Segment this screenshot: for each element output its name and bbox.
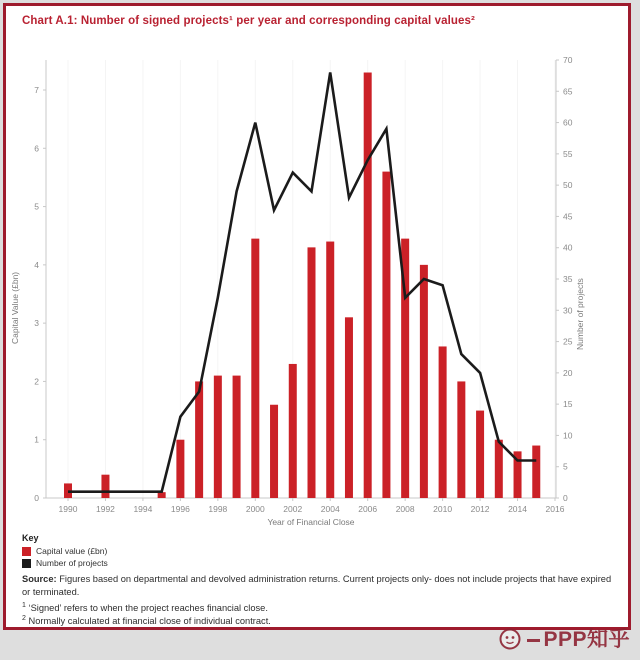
- svg-text:25: 25: [563, 336, 573, 347]
- svg-text:1998: 1998: [208, 504, 228, 514]
- svg-text:2006: 2006: [358, 504, 378, 514]
- right-axis-ticks: [556, 55, 573, 503]
- capital-value-bar: [420, 265, 428, 498]
- svg-text:2016: 2016: [545, 504, 565, 514]
- capital-value-bar: [382, 172, 390, 498]
- capital-value-bar: [326, 242, 334, 498]
- footnote-2-marker: 2: [22, 615, 26, 623]
- capital-value-bar: [364, 73, 372, 498]
- capital-value-swatch: [22, 547, 31, 556]
- svg-text:0: 0: [34, 493, 39, 503]
- capital-value-bar: [495, 440, 503, 498]
- svg-text:2000: 2000: [245, 504, 265, 514]
- svg-text:6: 6: [34, 143, 39, 154]
- capital-value-bar: [158, 492, 166, 498]
- svg-text:2004: 2004: [320, 504, 340, 514]
- svg-text:2014: 2014: [508, 504, 527, 514]
- capital-value-bar: [345, 317, 353, 498]
- capital-value-bar: [214, 376, 222, 498]
- source-label: Source:: [22, 574, 57, 584]
- capital-value-bar: [176, 440, 184, 498]
- left-axis-ticks: [34, 85, 46, 503]
- capital-value-bar: [532, 446, 540, 498]
- svg-text:2002: 2002: [283, 504, 303, 514]
- source-note: [22, 573, 616, 600]
- footnote-1: [22, 602, 616, 613]
- svg-text:1992: 1992: [96, 504, 115, 514]
- x-axis-label: Year of Financial Close: [267, 517, 355, 527]
- svg-text:10: 10: [563, 430, 573, 441]
- y-axis-label-left: Capital Value (£bn): [10, 271, 20, 344]
- svg-text:65: 65: [563, 86, 573, 97]
- capital-value-bar: [308, 247, 316, 498]
- svg-text:35: 35: [563, 274, 573, 284]
- x-axis-ticks: [59, 498, 565, 514]
- chart-card: [3, 3, 631, 630]
- capital-value-bar: [476, 411, 484, 498]
- svg-text:5: 5: [34, 201, 39, 212]
- chart-plot: [6, 46, 622, 530]
- watermark-logo-icon: [497, 625, 523, 651]
- svg-text:1996: 1996: [170, 504, 190, 514]
- capital-value-bar: [101, 475, 109, 498]
- legend-label: Capital value (£bn): [36, 546, 108, 556]
- svg-text:45: 45: [563, 211, 573, 222]
- notes-block: [22, 533, 616, 626]
- capital-value-bar: [251, 239, 259, 498]
- legend-heading: Key: [22, 533, 39, 543]
- capital-value-bar: [289, 364, 297, 498]
- svg-text:70: 70: [563, 55, 573, 65]
- svg-text:2012: 2012: [470, 504, 490, 514]
- footnote-1-marker: 1: [22, 601, 26, 609]
- svg-text:30: 30: [563, 305, 573, 316]
- number-of-projects-swatch: [22, 559, 31, 568]
- y-axis-label-right: Number of projects: [575, 278, 585, 350]
- source-text: Figures based on departmental and devolved administration returns. Current projects only- does not include projects that have expired or terminated.: [22, 574, 612, 598]
- watermark: [497, 621, 630, 655]
- svg-text:0: 0: [563, 493, 568, 503]
- capital-value-bar: [195, 381, 203, 498]
- svg-text:1994: 1994: [133, 504, 153, 514]
- svg-text:4: 4: [34, 259, 39, 270]
- watermark-dash: [527, 639, 540, 642]
- svg-text:20: 20: [563, 367, 573, 378]
- capital-value-bars: [64, 73, 540, 498]
- legend-label: Number of projects: [36, 558, 108, 568]
- svg-text:15: 15: [563, 399, 573, 410]
- svg-text:7: 7: [34, 85, 39, 95]
- legend-item-capital-value: [22, 545, 616, 557]
- watermark-text: PPP知乎: [543, 628, 630, 651]
- svg-text:40: 40: [563, 242, 573, 253]
- capital-value-bar: [439, 346, 447, 498]
- chart-title: Chart A.1: Number of signed projects¹ per year and corresponding capital values²: [22, 15, 475, 27]
- svg-text:2010: 2010: [433, 504, 453, 514]
- number-of-projects-line: [68, 73, 536, 492]
- svg-text:50: 50: [563, 180, 573, 191]
- legend-item-number-of-projects: [22, 557, 616, 569]
- svg-text:2008: 2008: [395, 504, 415, 514]
- capital-value-bar: [233, 376, 241, 498]
- svg-text:1: 1: [34, 434, 39, 445]
- capital-value-bar: [270, 405, 278, 498]
- capital-value-bar: [457, 381, 465, 498]
- svg-text:2: 2: [34, 376, 39, 387]
- svg-text:3: 3: [34, 318, 39, 329]
- svg-text:55: 55: [563, 148, 573, 159]
- svg-text:60: 60: [563, 117, 573, 128]
- footnote-1-text: ‘Signed’ refers to when the project reaches financial close.: [28, 603, 268, 614]
- svg-text:1990: 1990: [58, 504, 78, 514]
- footnote-2-text: Normally calculated at financial close of individual contract.: [28, 616, 271, 627]
- svg-text:5: 5: [563, 461, 568, 472]
